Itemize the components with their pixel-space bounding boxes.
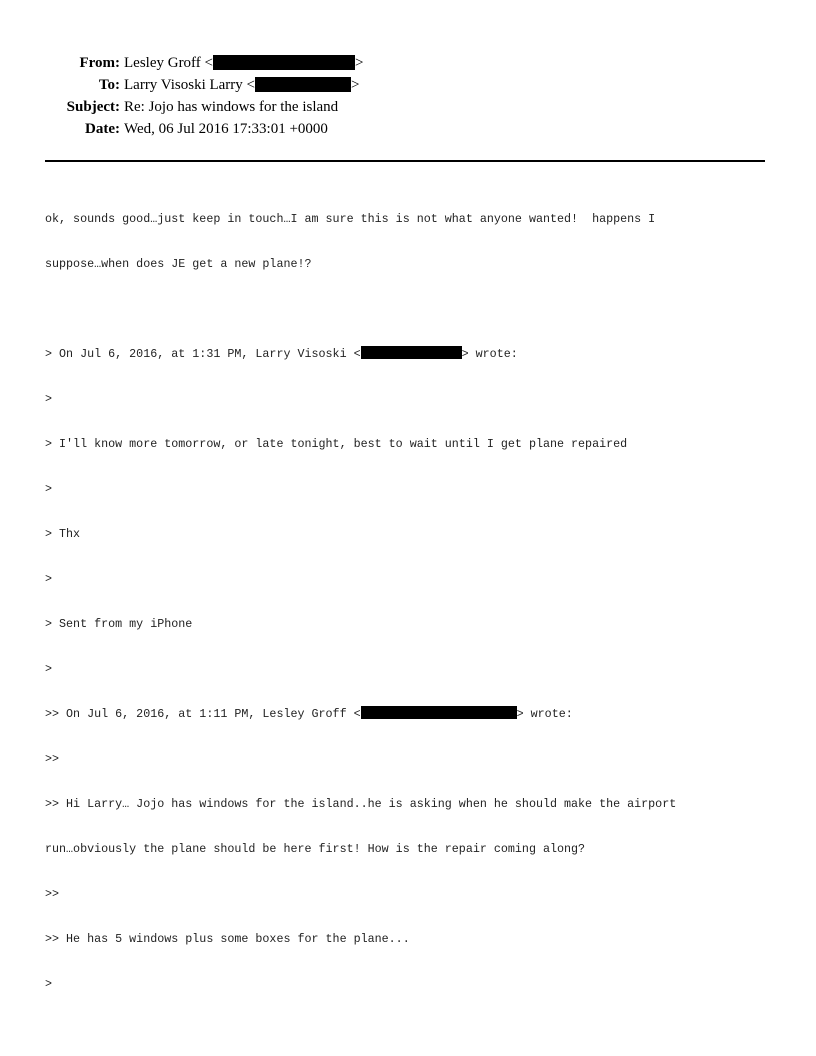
subject-value: Re: Jojo has windows for the island	[124, 99, 339, 115]
from-close: >	[355, 55, 364, 71]
date-label: Date:	[85, 121, 120, 137]
quote-header-text: > On Jul 6, 2016, at 1:31 PM, Larry Visoski <	[45, 347, 361, 361]
header-divider	[45, 160, 765, 162]
quote-line: >	[45, 572, 53, 586]
nested-quote-line: >> He has 5 windows plus some boxes for the plane...	[45, 932, 410, 946]
to-row	[0, 74, 816, 96]
email-body	[45, 182, 770, 1007]
to-label: To:	[98, 77, 120, 93]
from-value	[124, 52, 363, 74]
nested-quote-line: >>	[45, 752, 60, 766]
from-name: Lesley Groff <	[124, 55, 213, 71]
redaction-box	[361, 346, 462, 359]
nested-quote-line: >> Hi Larry… Jojo has windows for the island..he is asking when he should make the airport	[45, 797, 677, 811]
date-value: Wed, 06 Jul 2016 17:33:01 +0000	[124, 121, 328, 137]
quote-line: >	[45, 977, 53, 991]
subject-row	[0, 96, 816, 118]
email-header	[0, 52, 816, 140]
redaction-box	[361, 706, 517, 719]
to-value	[124, 74, 359, 96]
to-name: Larry Visoski Larry <	[124, 77, 256, 93]
date-row	[0, 118, 816, 140]
nested-quote-header-tail: > wrote:	[516, 707, 573, 721]
quote-header-line	[45, 347, 770, 362]
nested-quote-header-text: >> On Jul 6, 2016, at 1:11 PM, Lesley Groff <	[45, 707, 361, 721]
nested-quote-line: >>	[45, 887, 60, 901]
redaction-box	[255, 77, 351, 92]
quote-line: >	[45, 482, 53, 496]
redaction-box	[213, 55, 355, 70]
quote-line: > Sent from my iPhone	[45, 617, 193, 631]
body-line: ok, sounds good…just keep in touch…I am sure this is not what anyone wanted! happens I	[45, 212, 656, 226]
blank-line	[45, 302, 770, 317]
body-line: suppose…when does JE get a new plane!?	[45, 257, 312, 271]
from-label: From:	[79, 55, 120, 71]
from-row	[0, 52, 816, 74]
to-close: >	[351, 77, 360, 93]
subject-label: Subject:	[66, 99, 120, 115]
quote-line: > I'll know more tomorrow, or late tonight, best to wait until I get plane repaired	[45, 437, 628, 451]
quote-line: >	[45, 392, 53, 406]
nested-quote-header-line	[45, 707, 770, 722]
quote-line: >	[45, 662, 53, 676]
quote-header-tail: > wrote:	[461, 347, 518, 361]
quote-line: > Thx	[45, 527, 81, 541]
nested-quote-line: run…obviously the plane should be here first! How is the repair coming along?	[45, 842, 586, 856]
